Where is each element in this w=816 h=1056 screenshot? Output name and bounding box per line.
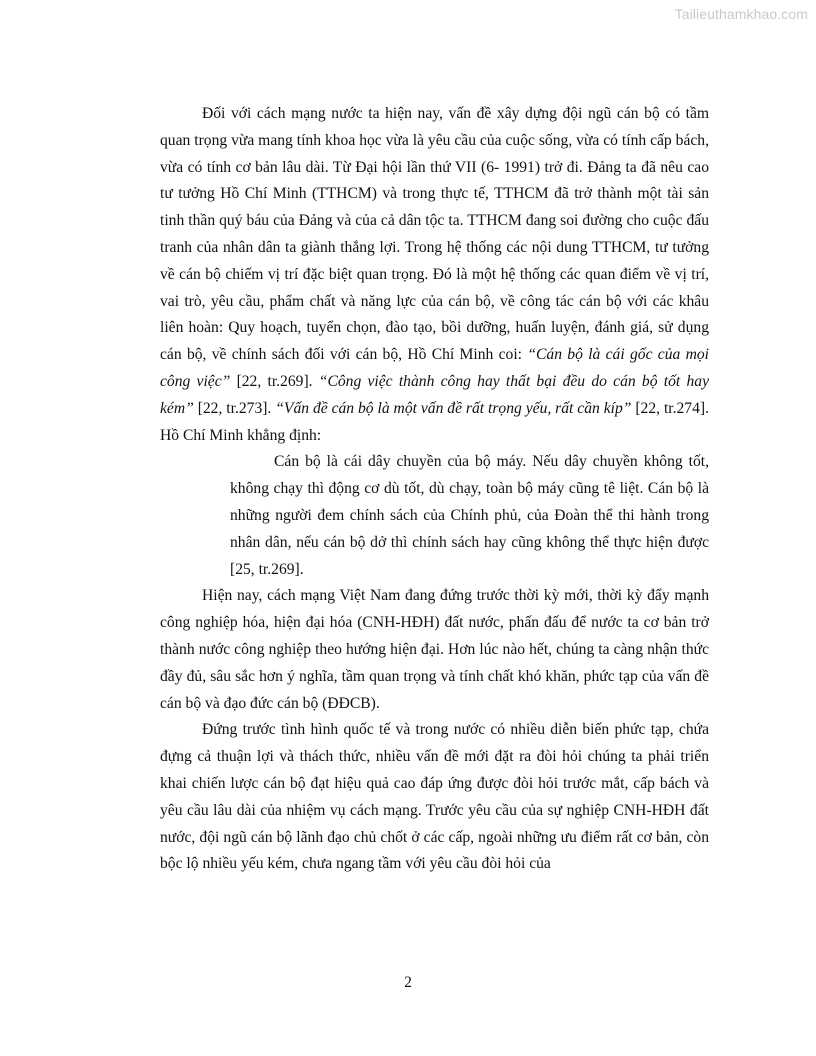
quote-cong-viec: “Công việc thành công hay thất bại đều do cán bộ tốt hay kém” bbox=[160, 372, 709, 417]
citation-2: [22, tr.273]. bbox=[193, 399, 276, 417]
paragraph-1 bbox=[160, 101, 709, 449]
paragraph-3: Đứng trước tình hình quốc tế và trong nước có nhiều diễn biến phức tạp, chứa đựng cả thuận lợi và thách thức, nhiều vấn đề mới đặt ra đòi hỏi chúng ta phải triển khai chiến lược cán bộ đạt hiệu quả cao đáp ứng được đòi hỏi trước mắt, cấp bách và yêu cầu lâu dài của nhiệm vụ cách mạng. Trước yêu cầu của sự nghiệp CNH-HĐH đất nước, đội ngũ cán bộ lãnh đạo chủ chốt ở các cấp, ngoài những ưu điểm rất cơ bản, còn bộc lộ nhiều yếu kém, chưa ngang tầm với yêu cầu đòi hỏi của bbox=[160, 721, 709, 873]
paragraph-2: Hiện nay, cách mạng Việt Nam đang đứng trước thời kỳ mới, thời kỳ đẩy mạnh công nghiệp hóa, hiện đại hóa (CNH-HĐH) đất nước, phấn đấu để nước ta cơ bản trở thành nước công nghiệp theo hướng hiện đại. Hơn lúc nào hết, chúng ta càng nhận thức đầy đủ, sâu sắc hơn ý nghĩa, tầm quan trọng và tính chất khó khăn, phức tạp của vấn đề cán bộ và đạo đức cán bộ (ĐĐCB). bbox=[160, 587, 709, 712]
quote-can-bo-goc: “Cán bộ là cái gốc của mọi công việc” bbox=[160, 346, 709, 390]
watermark: Tailieuthamkhao.com bbox=[674, 6, 808, 22]
block-quote: Cán bộ là cái dây chuyền của bộ máy. Nếu dây chuyền không tốt, không chạy thì động cơ dù tốt, dù chạy, toàn bộ máy cũng tê liệt. Cán bộ là những người đem chính sách của Chính phủ, của Đoàn thể thi hành trong nhân dân, nếu cán bộ dở thì chính sách hay cũng không thể thực hiện được [25, tr.269]. bbox=[230, 453, 709, 578]
quote-van-de-can-bo: “Vấn đề cán bộ là một vấn đề rất trọng yếu, rất cần kíp” bbox=[275, 399, 632, 417]
citation-3: [22, tr.274]. Hồ Chí Minh khẳng định: bbox=[160, 399, 709, 444]
document-body bbox=[160, 101, 709, 878]
paragraph-1-text: Đối với cách mạng nước ta hiện nay, vấn đề xây dựng đội ngũ cán bộ có tầm quan trọng vừa mang tính khoa học vừa là yêu cầu của cuộc sống, vừa có tính cấp bách, vừa có tính cơ bản lâu dài. Từ Đại hội lần thứ VII (6- 1991) trở đi. Đảng ta đã nêu cao tư tưởng Hồ Chí Minh (TTHCM) và trong thực tế, TTHCM đã trở thành một tài sản tinh thần quý báu của Đảng và của cả dân tộc ta. TTHCM đang soi đường cho cuộc đấu tranh của nhân dân ta giành thắng lợi. Trong hệ thống các nội dung TTHCM, tư tưởng về cán bộ chiếm vị trí đặc biệt quan trọng. Đó là một hệ thống các quan điểm về vị trí, vai trò, yêu cầu, phẩm chất và năng lực của cán bộ, về công tác cán bộ với các khâu liên hoàn: Quy hoạch, tuyển chọn, đào tạo, bồi dưỡng, huấn luyện, đánh giá, sử dụng cán bộ, về chính sách đối với cán bộ, Hồ Chí Minh coi: bbox=[160, 105, 709, 364]
page-number: 2 bbox=[404, 974, 412, 991]
citation-1: [22, tr.269]. bbox=[230, 372, 319, 390]
